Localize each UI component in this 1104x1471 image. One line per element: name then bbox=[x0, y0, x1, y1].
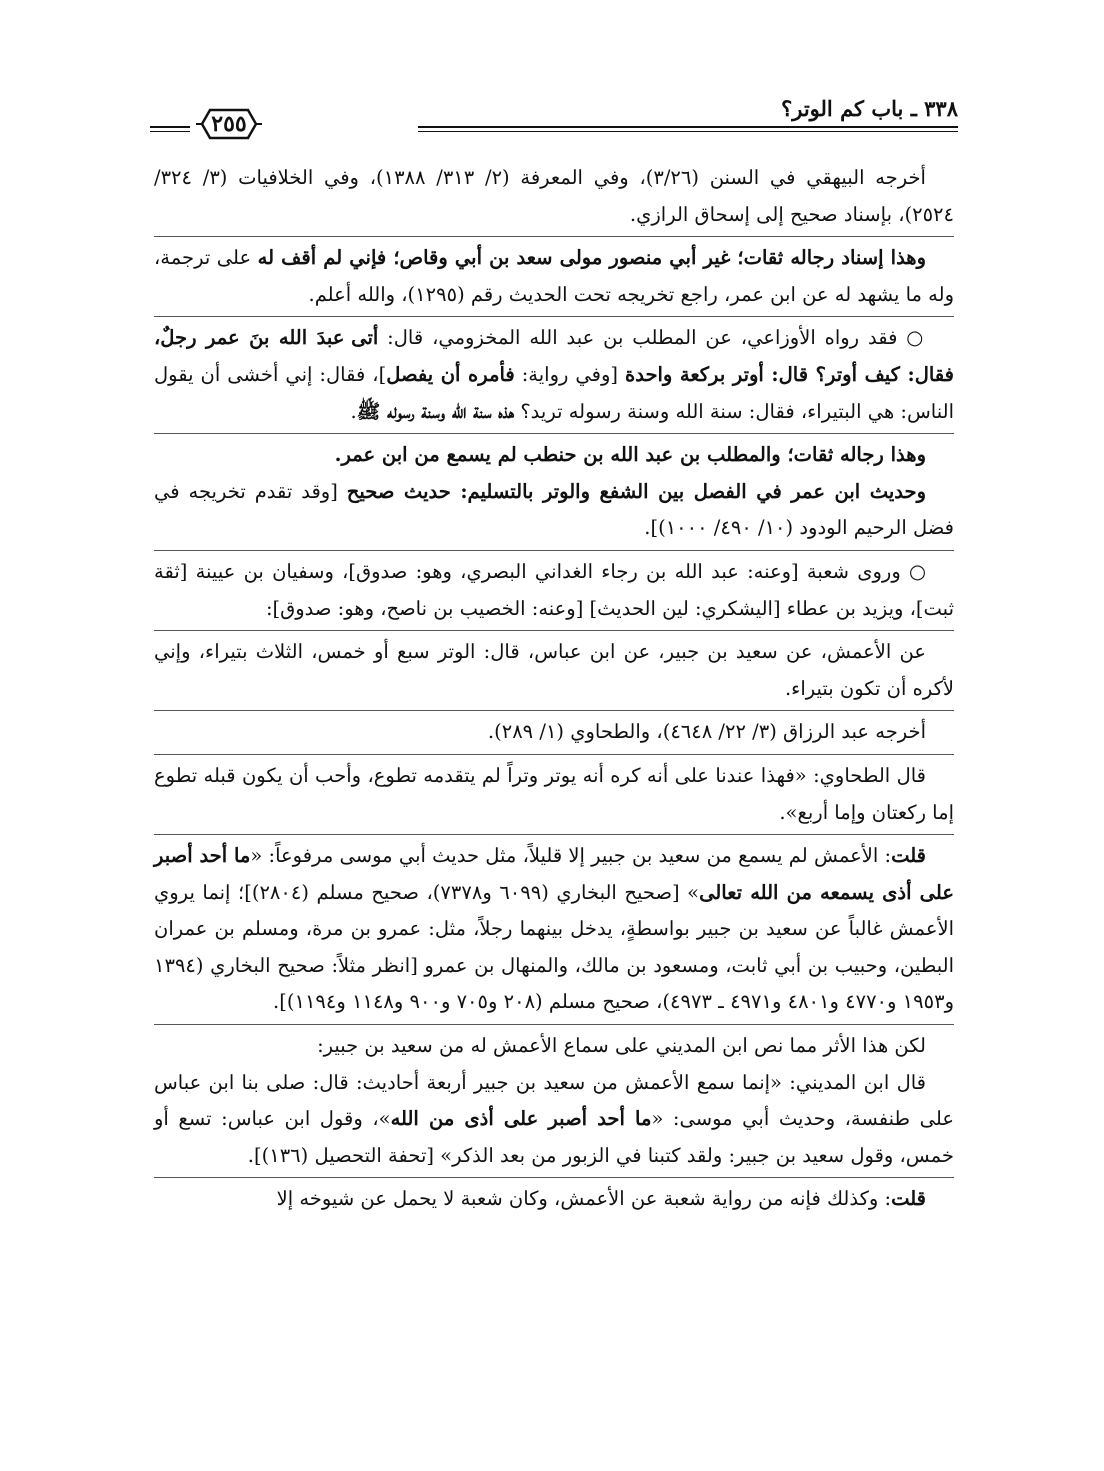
page-body bbox=[154, 160, 954, 1218]
paragraph bbox=[154, 554, 954, 627]
text-run: أخرجه عبد الرزاق (٣/ ٢٢/ ٤٦٤٨)، والطحاوي (١/ ٢٨٩). bbox=[487, 720, 926, 744]
paragraph bbox=[154, 437, 954, 474]
text-run: ○ وروى شعبة [وعنه: عبد الله بن رجاء الغداني البصري، وهو: صدوق]، وسفيان بن عيينة [ثقة ثبت]، ويزيد بن عطاء [اليشكري: لين الحديث] [وعنه: الخصيب بن ناصح، وهو: صدوق]: bbox=[154, 559, 954, 620]
text-run: ]، فقال: إني أخشى أن يقول الناس: هي البتيراء، فقال: سنة الله وسنة رسوله تريد؟ bbox=[154, 362, 954, 423]
paragraph bbox=[154, 634, 954, 707]
paragraph bbox=[154, 240, 954, 313]
paragraph bbox=[154, 758, 954, 831]
text-run: : وكذلك فإنه من رواية شعبة عن الأعمش، وكان شعبة لا يحمل عن شيوخه إلا bbox=[276, 1187, 892, 1211]
paragraph-separator bbox=[154, 630, 954, 631]
paragraph bbox=[154, 320, 954, 430]
chapter-title: ٣٣٨ ـ باب كم الوتر؟ bbox=[781, 96, 958, 121]
paragraph-separator bbox=[154, 236, 954, 237]
text-run: قال الطحاوي: «فهذا عندنا على أنه كره أنه يوتر وتراً لم يتقدمه تطوع، وأحب أن يكون قبله تطوع إما ركعتان وإما أربع». bbox=[154, 763, 954, 824]
text-run: لكن هذا الأثر مما نص ابن المديني على سماع الأعمش له من سعيد بن جبير: bbox=[317, 1034, 926, 1058]
text-run: . bbox=[350, 399, 357, 423]
text-run: : الأعمش لم يسمع من سعيد بن جبير إلا قليلاً، مثل حديث أبي موسى مرفوعاً: « bbox=[250, 844, 892, 868]
paragraph bbox=[154, 1065, 954, 1175]
text-run: » [صحيح البخاري (٦٠٩٩ و٧٣٧٨)، صحيح مسلم (٢٨٠٤)]؛ إنما يروي الأعمش غالباً عن سعيد بن جبير بواسطةٍ، يدخل بينهما رجلاً، مثل: عمرو بن مرة، ومسلم بن عمران البطين، وحبيب بن أبي ثابت، ومسعود بن مالك، والمنهال بن عمرو [انظر مثلاً: صحيح البخاري (١٣٩٤ و١٩٥٣ و٤٧٧٠ و٤٨٠١ و٤٩٧١ ـ ٤٩٧٣)، صحيح مسلم (٢٠٨ و٧٠٥ و٩٠٠ و١١٤٨ و١١٩٤)]. bbox=[154, 880, 954, 1014]
paragraph bbox=[154, 714, 954, 751]
text-run: أخرجه البيهقي في السنن (٣/٢٦)، وفي المعرفة (٢/ ٣١٣/ ١٣٨٨)، وفي الخلافيات (٣/ ٣٢٤/ ٢٥٢٤)، بإسناد صحيح إلى إسحاق الرازي. bbox=[154, 166, 954, 226]
paragraph-separator bbox=[154, 433, 954, 434]
bold-text: فأمره أن يفصل bbox=[386, 362, 515, 386]
bold-text: وهذا رجاله ثقات؛ والمطلب بن عبد الله بن حنطب لم يسمع من ابن عمر. bbox=[334, 443, 926, 467]
bold-text: هذه سنة الله وسنة رسوله ﷺ bbox=[356, 399, 515, 423]
text-run: قال ابن المديني: «إنما سمع الأعمش من سعيد بن جبير أربعة أحاديث: قال: صلى بنا ابن عباس على طنفسة، وحديث أبي موسى: « bbox=[154, 1070, 954, 1131]
paragraph-separator bbox=[154, 710, 954, 711]
paragraph bbox=[154, 474, 954, 547]
paragraph bbox=[154, 1028, 954, 1065]
bold-text: وحديث ابن عمر في الفصل بين الشفع والوتر بالتسليم: حديث صحيح bbox=[346, 479, 927, 503]
paragraph-separator bbox=[154, 754, 954, 755]
text-run: ○ فقد رواه الأوزاعي، عن المطلب بن عبد الله المخزومي، قال: bbox=[378, 326, 926, 350]
text-run: عن الأعمش، عن سعيد بن جبير، عن ابن عباس، قال: الوتر سبع أو خمس، الثلاث بتيراء، وإني لأكره أن تكون بتيراء. bbox=[154, 640, 954, 700]
paragraph-separator bbox=[154, 834, 954, 835]
bold-text: وهذا إسناد رجاله ثقات؛ غير أبي منصور مولى سعد بن أبي وقاص؛ فإني لم أقف له bbox=[257, 246, 926, 270]
bold-text: ما أحد أصبر على أذى يسمعه من الله تعالى bbox=[154, 844, 955, 904]
header-rule bbox=[418, 126, 958, 132]
paragraph bbox=[154, 160, 954, 233]
text-run: [وفي رواية: bbox=[514, 362, 625, 386]
text-run: »، وقول ابن عباس: تسع أو خمس، وقول سعيد بن جبير: ولقد كتبنا في الزبور من بعد الذكر» [تحفة التحصيل (١٣٦)]. bbox=[154, 1107, 954, 1167]
bold-text: أوتر بركعة واحدة bbox=[625, 362, 764, 386]
paragraph-separator bbox=[154, 550, 954, 551]
text-run: [وقد تقدم تخريجه في فضل الرحيم الودود (١٠/ ٤٩٠/ ١٠٠٠)]. bbox=[154, 479, 954, 540]
text-run: على ترجمة، وله ما يشهد له عن ابن عمر، راجع تخريجه تحت الحديث رقم (١٢٩٥)، والله أعلم. bbox=[154, 246, 954, 306]
paragraph bbox=[154, 838, 954, 1021]
bold-text: قلت bbox=[891, 844, 926, 868]
paragraph-separator bbox=[154, 1024, 954, 1025]
page-header bbox=[150, 92, 958, 142]
page-number: ٢٥٥ bbox=[211, 111, 247, 137]
header-rule-left bbox=[150, 126, 190, 132]
paragraph-separator bbox=[154, 316, 954, 317]
paragraph-separator bbox=[154, 1177, 954, 1178]
bold-text: ما أحد أصبر على أذى من الله bbox=[390, 1107, 652, 1131]
bold-text: أتى عبدَ الله بنَ عمر رجلٌ، فقال: كيف أوتر؟ قال: bbox=[154, 326, 954, 386]
page-number-badge bbox=[194, 104, 264, 144]
paragraph bbox=[154, 1181, 954, 1218]
bold-text: قلت bbox=[891, 1187, 926, 1211]
